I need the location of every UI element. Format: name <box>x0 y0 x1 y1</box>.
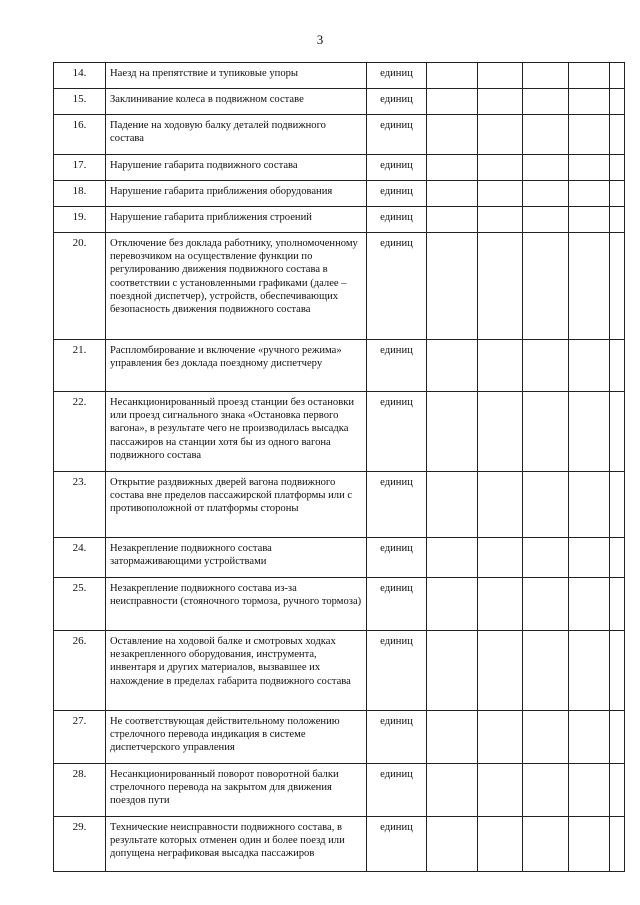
value-cell <box>478 631 523 711</box>
value-cell <box>478 538 523 578</box>
row-unit: единиц <box>367 181 427 207</box>
table-row <box>54 578 625 631</box>
value-cell <box>478 578 523 631</box>
table-row <box>54 764 625 817</box>
value-cell <box>610 207 625 233</box>
value-cell <box>610 711 625 764</box>
value-cell <box>427 711 478 764</box>
value-cell <box>569 392 610 472</box>
row-description: Открытие раздвижных дверей вагона подвижного состава вне пределов пассажирской платформы или с противоположной от платформы стороны <box>106 472 367 538</box>
row-unit: единиц <box>367 711 427 764</box>
value-cell <box>610 764 625 817</box>
value-cell <box>569 538 610 578</box>
value-cell <box>523 711 569 764</box>
value-cell <box>569 63 610 89</box>
table-row <box>54 711 625 764</box>
row-number: 18. <box>54 181 106 207</box>
table-body <box>54 63 625 872</box>
row-unit: единиц <box>367 631 427 711</box>
value-cell <box>427 578 478 631</box>
value-cell <box>523 472 569 538</box>
row-unit: единиц <box>367 392 427 472</box>
value-cell <box>478 817 523 872</box>
value-cell <box>427 392 478 472</box>
row-unit: единиц <box>367 115 427 155</box>
value-cell <box>478 63 523 89</box>
row-number: 22. <box>54 392 106 472</box>
value-cell <box>523 89 569 115</box>
row-number: 26. <box>54 631 106 711</box>
table-row <box>54 181 625 207</box>
row-description: Нарушение габарита подвижного состава <box>106 155 367 181</box>
value-cell <box>523 764 569 817</box>
row-description: Незакрепление подвижного состава из-за неисправности (стояночного тормоза, ручного тормоза) <box>106 578 367 631</box>
value-cell <box>427 472 478 538</box>
table-row <box>54 233 625 340</box>
value-cell <box>478 155 523 181</box>
value-cell <box>427 817 478 872</box>
table-row <box>54 472 625 538</box>
row-description: Падение на ходовую балку деталей подвижного состава <box>106 115 367 155</box>
value-cell <box>427 631 478 711</box>
row-unit: единиц <box>367 764 427 817</box>
row-description: Несанкционированный проезд станции без остановки или проезд сигнального знака «Остановка первого вагона», в результате чего не производилась высадка пассажиров на станции хотя бы из одного вагона подвижного состава <box>106 392 367 472</box>
value-cell <box>478 233 523 340</box>
row-unit: единиц <box>367 472 427 538</box>
value-cell <box>523 392 569 472</box>
value-cell <box>523 233 569 340</box>
value-cell <box>523 207 569 233</box>
table-row <box>54 392 625 472</box>
value-cell <box>427 155 478 181</box>
value-cell <box>427 181 478 207</box>
table-row <box>54 63 625 89</box>
value-cell <box>610 340 625 392</box>
row-description: Оставление на ходовой балке и смотровых ходках незакрепленного оборудования, инструмента, инвентаря и других материалов, вызвавшее их нахождение в пределах габарита подвижного состава <box>106 631 367 711</box>
row-number: 16. <box>54 115 106 155</box>
value-cell <box>427 115 478 155</box>
value-cell <box>478 181 523 207</box>
value-cell <box>610 181 625 207</box>
value-cell <box>569 89 610 115</box>
value-cell <box>569 181 610 207</box>
value-cell <box>523 115 569 155</box>
value-cell <box>478 340 523 392</box>
row-unit: единиц <box>367 578 427 631</box>
table-row <box>54 817 625 872</box>
row-number: 21. <box>54 340 106 392</box>
value-cell <box>523 340 569 392</box>
value-cell <box>569 155 610 181</box>
row-description: Незакрепление подвижного состава затормаживающими устройствами <box>106 538 367 578</box>
value-cell <box>610 63 625 89</box>
row-number: 25. <box>54 578 106 631</box>
table-row <box>54 538 625 578</box>
value-cell <box>569 764 610 817</box>
row-number: 28. <box>54 764 106 817</box>
row-number: 24. <box>54 538 106 578</box>
row-number: 27. <box>54 711 106 764</box>
row-number: 15. <box>54 89 106 115</box>
row-description: Заклинивание колеса в подвижном составе <box>106 89 367 115</box>
row-description: Несанкционированный поворот поворотной балки стрелочного перевода на закрытом для движения поездов пути <box>106 764 367 817</box>
value-cell <box>427 233 478 340</box>
row-unit: единиц <box>367 817 427 872</box>
value-cell <box>523 631 569 711</box>
value-cell <box>523 181 569 207</box>
row-unit: единиц <box>367 207 427 233</box>
row-description: Наезд на препятствие и тупиковые упоры <box>106 63 367 89</box>
value-cell <box>523 817 569 872</box>
value-cell <box>478 115 523 155</box>
row-unit: единиц <box>367 233 427 340</box>
value-cell <box>610 115 625 155</box>
value-cell <box>569 115 610 155</box>
value-cell <box>610 89 625 115</box>
row-number: 14. <box>54 63 106 89</box>
value-cell <box>610 817 625 872</box>
value-cell <box>478 711 523 764</box>
row-number: 17. <box>54 155 106 181</box>
value-cell <box>478 764 523 817</box>
value-cell <box>569 233 610 340</box>
value-cell <box>523 538 569 578</box>
value-cell <box>569 711 610 764</box>
table-row <box>54 631 625 711</box>
value-cell <box>523 578 569 631</box>
value-cell <box>610 472 625 538</box>
value-cell <box>569 817 610 872</box>
table-row <box>54 155 625 181</box>
value-cell <box>523 155 569 181</box>
value-cell <box>610 631 625 711</box>
row-description: Не соответствующая действительному положению стрелочного перевода индикация в системе диспетчерского управления <box>106 711 367 764</box>
row-description: Распломбирование и включение «ручного режима» управления без доклада поездному диспетчеру <box>106 340 367 392</box>
value-cell <box>478 472 523 538</box>
value-cell <box>610 392 625 472</box>
row-number: 19. <box>54 207 106 233</box>
table-row <box>54 115 625 155</box>
value-cell <box>478 207 523 233</box>
value-cell <box>478 89 523 115</box>
row-description: Нарушение габарита приближения оборудования <box>106 181 367 207</box>
row-unit: единиц <box>367 340 427 392</box>
value-cell <box>427 340 478 392</box>
row-unit: единиц <box>367 155 427 181</box>
value-cell <box>569 472 610 538</box>
row-description: Отключение без доклада работнику, уполномоченному перевозчиком на осуществление функции по регулированию движения подвижного состава в соответствии с установленными графиками (далее – поездной диспетчер), устройств, обеспечивающих безопасность движения подвижного состава <box>106 233 367 340</box>
value-cell <box>610 538 625 578</box>
row-description: Нарушение габарита приближения строений <box>106 207 367 233</box>
row-number: 23. <box>54 472 106 538</box>
value-cell <box>427 207 478 233</box>
table-row <box>54 340 625 392</box>
row-number: 29. <box>54 817 106 872</box>
value-cell <box>610 578 625 631</box>
value-cell <box>569 207 610 233</box>
value-cell <box>610 233 625 340</box>
page-number: 3 <box>316 32 324 47</box>
table-row <box>54 89 625 115</box>
table-row <box>54 207 625 233</box>
value-cell <box>523 63 569 89</box>
value-cell <box>569 631 610 711</box>
value-cell <box>427 764 478 817</box>
row-description: Технические неисправности подвижного состава, в результате которых отменен один и более поезд или допущена неграфиковая высадка пассажиров <box>106 817 367 872</box>
row-unit: единиц <box>367 63 427 89</box>
value-cell <box>427 538 478 578</box>
value-cell <box>610 155 625 181</box>
value-cell <box>569 340 610 392</box>
indicators-table <box>53 62 625 872</box>
row-unit: единиц <box>367 538 427 578</box>
value-cell <box>427 63 478 89</box>
row-unit: единиц <box>367 89 427 115</box>
value-cell <box>478 392 523 472</box>
value-cell <box>569 578 610 631</box>
value-cell <box>427 89 478 115</box>
row-number: 20. <box>54 233 106 340</box>
